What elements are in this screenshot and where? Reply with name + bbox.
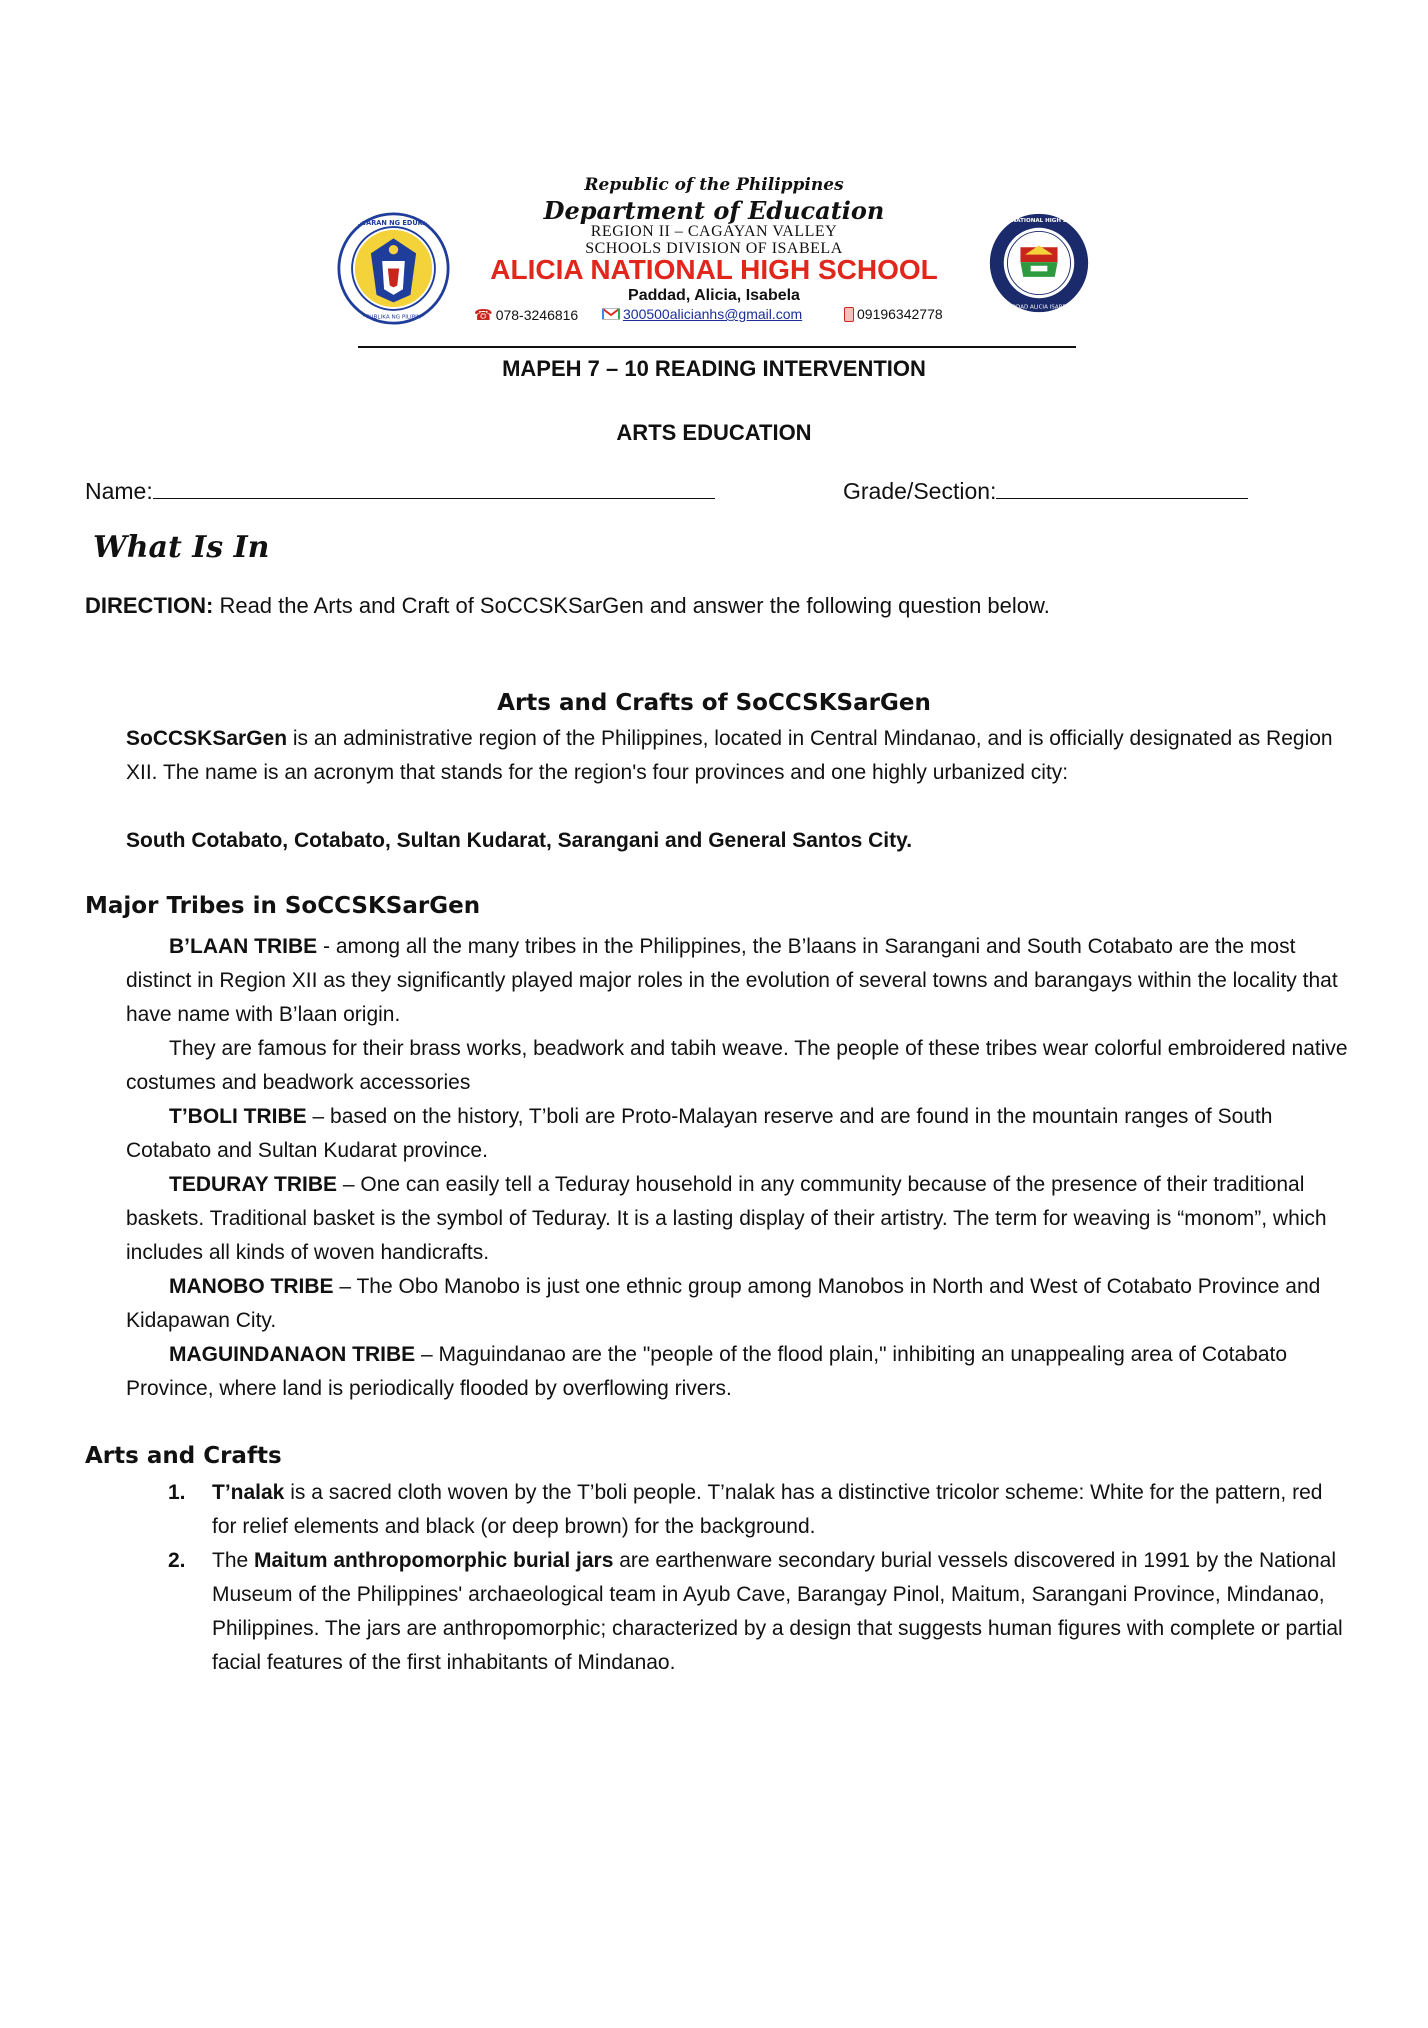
contact-row	[474, 306, 994, 326]
name-label: Name:	[85, 478, 153, 504]
craft-prefix: The	[212, 1549, 255, 1572]
phone-contact	[474, 306, 578, 324]
list-item	[168, 1544, 1348, 1680]
tribe-description: – based on the history, T’boli are Proto-Malayan reserve and are found in the mountain ranges of South Cotabato and Sultan Kudarat province.	[126, 1105, 1273, 1162]
worksheet-title: MAPEH 7 – 10 READING INTERVENTION	[502, 356, 926, 381]
list-item	[168, 1476, 1348, 1544]
deped-seal-logo	[337, 212, 450, 325]
intro-paragraph	[126, 722, 1346, 790]
craft-term: T’nalak	[212, 1481, 285, 1504]
mobile-number: 09196342778	[857, 306, 943, 322]
intro-body: is an administrative region of the Philippines, located in Central Mindanao, and is officially designated as Region XII. The name is an acronym that stands for the region's four provinces and one highly urbanized city:	[126, 727, 1333, 784]
tribe-paragraph	[126, 1100, 1348, 1168]
list-number: 1.	[168, 1481, 186, 1504]
mail-icon	[602, 308, 620, 320]
grade-section-label: Grade/Section:	[843, 478, 997, 504]
tribes-heading: Major Tribes in SoCCSKSarGen	[85, 893, 481, 919]
tribe-paragraph	[126, 1032, 1348, 1100]
svg-text:ALICIA NATIONAL HIGH SCHOOL: ALICIA NATIONAL HIGH SCHOOL	[989, 218, 1089, 225]
department-header: Department of Education	[543, 196, 885, 225]
svg-text:REPUBLIKA NG PILIPINAS: REPUBLIKA NG PILIPINAS	[358, 314, 429, 321]
tribe-paragraph	[126, 1338, 1348, 1406]
name-field[interactable]	[85, 478, 715, 505]
school-address: Paddad, Alicia, Isabela	[628, 287, 800, 304]
school-name: ALICIA NATIONAL HIGH SCHOOL	[490, 254, 938, 285]
provinces-list: South Cotabato, Cotabato, Sultan Kudarat, Sarangani and General Santos City.	[126, 829, 913, 852]
tribe-description: - among all the many tribes in the Philippines, the B’laans in Sarangani and South Cotabato are the most distinct in Region XII as they significantly played major roles in the evolution of several towns and barangays within the locality that have name with B’laan origin.	[126, 935, 1338, 1026]
crafts-heading: Arts and Crafts	[85, 1443, 282, 1469]
tribe-description: – One can easily tell a Teduray household in any community because of the presence of their traditional baskets. Traditional basket is the symbol of Teduray. It is a lasting display of their artistry. The term for weaving is “monom”, which includes all kinds of woven handicrafts.	[126, 1173, 1327, 1264]
tribe-name: TEDURAY TRIBE	[169, 1173, 338, 1196]
crafts-list	[168, 1476, 1348, 1680]
tribe-name: B’LAAN TRIBE	[169, 935, 318, 958]
article-title: Arts and Crafts of SoCCSKSarGen	[497, 690, 931, 716]
svg-text:PADDAD ALICIA ISABELA: PADDAD ALICIA ISABELA	[1004, 304, 1074, 311]
tribe-paragraph	[126, 930, 1348, 1032]
phone-icon: ☎	[474, 307, 493, 324]
republic-header: Republic of the Philippines	[584, 175, 844, 195]
tribe-paragraph	[126, 1168, 1348, 1270]
list-number: 2.	[168, 1549, 186, 1572]
section-heading-what-is-in: What Is In	[93, 530, 270, 565]
direction-body: Read the Arts and Craft of SoCCSKSarGen and answer the following question below.	[213, 593, 1050, 618]
mobile-icon	[844, 307, 854, 322]
tribe-name: MANOBO TRIBE	[169, 1275, 334, 1298]
intro-term: SoCCSKSarGen	[126, 727, 288, 750]
direction-label: DIRECTION:	[85, 593, 214, 618]
header-divider	[358, 346, 1076, 348]
tribe-name: MAGUINDANAON TRIBE	[169, 1343, 416, 1366]
craft-description: are earthenware secondary burial vessels discovered in 1991 by the National Museum of the Philippines' archaeological team in Ayub Cave, Barangay Pinol, Maitum, Sarangani Province, Mindanao, Philippines. The jars are anthropomorphic; characterized by a design that suggests human figures with complete or partial facial features of the first inhabitants of Mindanao.	[212, 1549, 1343, 1674]
tribe-name: T’BOLI TRIBE	[169, 1105, 307, 1128]
tribe-description: They are famous for their brass works, beadwork and tabih weave. The people of these tribes wear colorful embroidered native costumes and beadwork accessories	[126, 1037, 1348, 1094]
craft-description: is a sacred cloth woven by the T’boli people. T’nalak has a distinctive tricolor scheme: White for the pattern, red for relief elements and black (or deep brown) for the background.	[212, 1481, 1323, 1538]
email-contact[interactable]	[602, 306, 802, 322]
tribe-description: – The Obo Manobo is just one ethnic group among Manobos in North and West of Cotabato Province and Kidapawan City.	[126, 1275, 1321, 1332]
grade-section-blank-line[interactable]	[996, 478, 1248, 499]
phone-number: 078-3246816	[495, 307, 579, 323]
name-blank-line[interactable]	[153, 478, 715, 499]
mobile-contact	[844, 306, 943, 322]
school-seal-logo	[988, 212, 1090, 314]
tribe-paragraph	[126, 1270, 1348, 1338]
email-link[interactable]: 300500alicianhs@gmail.com	[623, 306, 803, 322]
svg-text:KAGAWARAN NG EDUKASYON: KAGAWARAN NG EDUKASYON	[338, 219, 449, 228]
tribe-description: – Maguindanao are the "people of the flood plain," inhibiting an unappealing area of Cotabato Province, where land is periodically flooded by overflowing rivers.	[126, 1343, 1288, 1400]
tribes-section	[126, 930, 1348, 1406]
worksheet-subtitle: ARTS EDUCATION	[616, 420, 812, 445]
division-header: SCHOOLS DIVISION OF ISABELA	[585, 240, 843, 257]
craft-term: Maitum anthropomorphic burial jars	[254, 1549, 614, 1572]
direction-text	[85, 593, 1050, 619]
grade-section-field[interactable]	[843, 478, 1248, 505]
region-header: REGION II – CAGAYAN VALLEY	[590, 223, 838, 240]
